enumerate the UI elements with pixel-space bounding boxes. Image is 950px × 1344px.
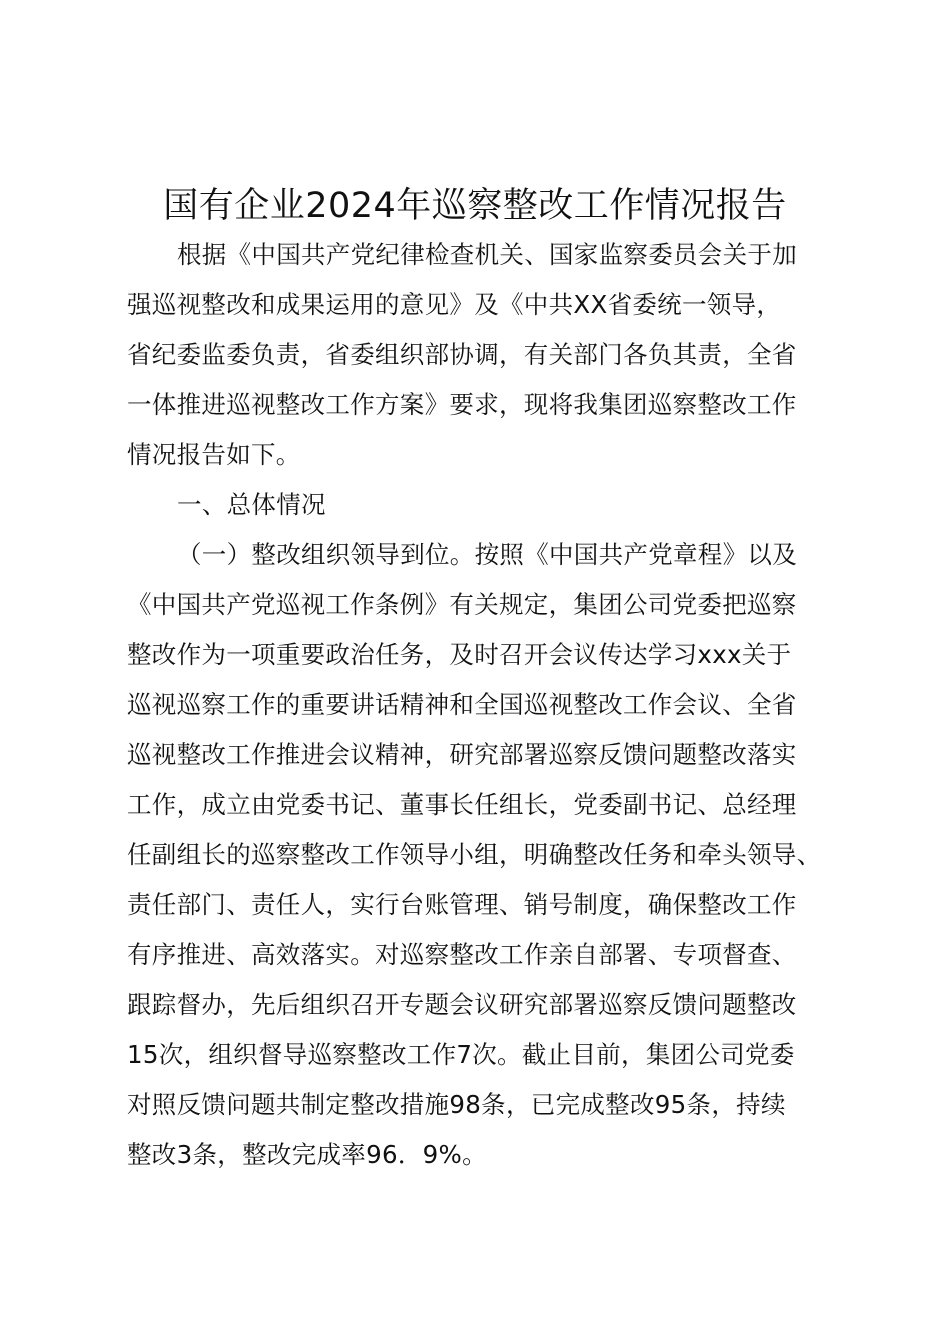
paragraph-line: 整改3条，整改完成率96．9%。 (127, 1140, 487, 1169)
paragraph-line: 情况报告如下。 (127, 440, 301, 469)
paragraph-line: 15次，组织督导巡察整改工作7次。截止目前，集团公司党委 (127, 1040, 795, 1069)
paragraph-line: 整改作为一项重要政治任务，及时召开会议传达学习xxx关于 (127, 640, 792, 669)
document-body (127, 230, 842, 1180)
document-title: 国有企业2024年巡察整改工作情况报告 (163, 186, 787, 226)
paragraph-line: 跟踪督办，先后组织召开专题会议研究部署巡察反馈问题整改 (127, 990, 797, 1019)
paragraph-line: 对照反馈问题共制定整改措施98条，已完成整改95条，持续 (127, 1090, 786, 1119)
paragraph-line: 省纪委监委负责，省委组织部协调，有关部门各负其责，全省 (127, 340, 797, 369)
paragraph-line: 一体推进巡视整改工作方案》要求，现将我集团巡察整改工作 (127, 390, 797, 419)
intro-paragraph (127, 230, 842, 480)
paragraph-line: 巡视巡察工作的重要讲话精神和全国巡视整改工作会议、全省 (127, 690, 797, 719)
section-heading: 一、总体情况 (177, 490, 326, 519)
paragraph-line: 工作，成立由党委书记、董事长任组长，党委副书记、总经理 (127, 790, 797, 819)
paragraph-line: 任副组长的巡察整改工作领导小组，明确整改任务和牵头领导、 (127, 840, 822, 869)
paragraph-line: （一）整改组织领导到位。按照《中国共产党章程》以及 (177, 540, 797, 569)
paragraph-line: 责任部门、责任人，实行台账管理、销号制度，确保整改工作 (127, 890, 797, 919)
paragraph-line: 强巡视整改和成果运用的意见》及《中共XX省委统一领导， (127, 290, 782, 319)
paragraph-line: 有序推进、高效落实。对巡察整改工作亲自部署、专项督查、 (127, 940, 797, 969)
paragraph-line: 巡视整改工作推进会议精神，研究部署巡察反馈问题整改落实 (127, 740, 797, 769)
paragraph-line: 根据《中国共产党纪律检查机关、国家监察委员会关于加 (177, 240, 797, 269)
body-paragraph (127, 530, 842, 1180)
paragraph-line: 《中国共产党巡视工作条例》有关规定，集团公司党委把巡察 (127, 590, 797, 619)
